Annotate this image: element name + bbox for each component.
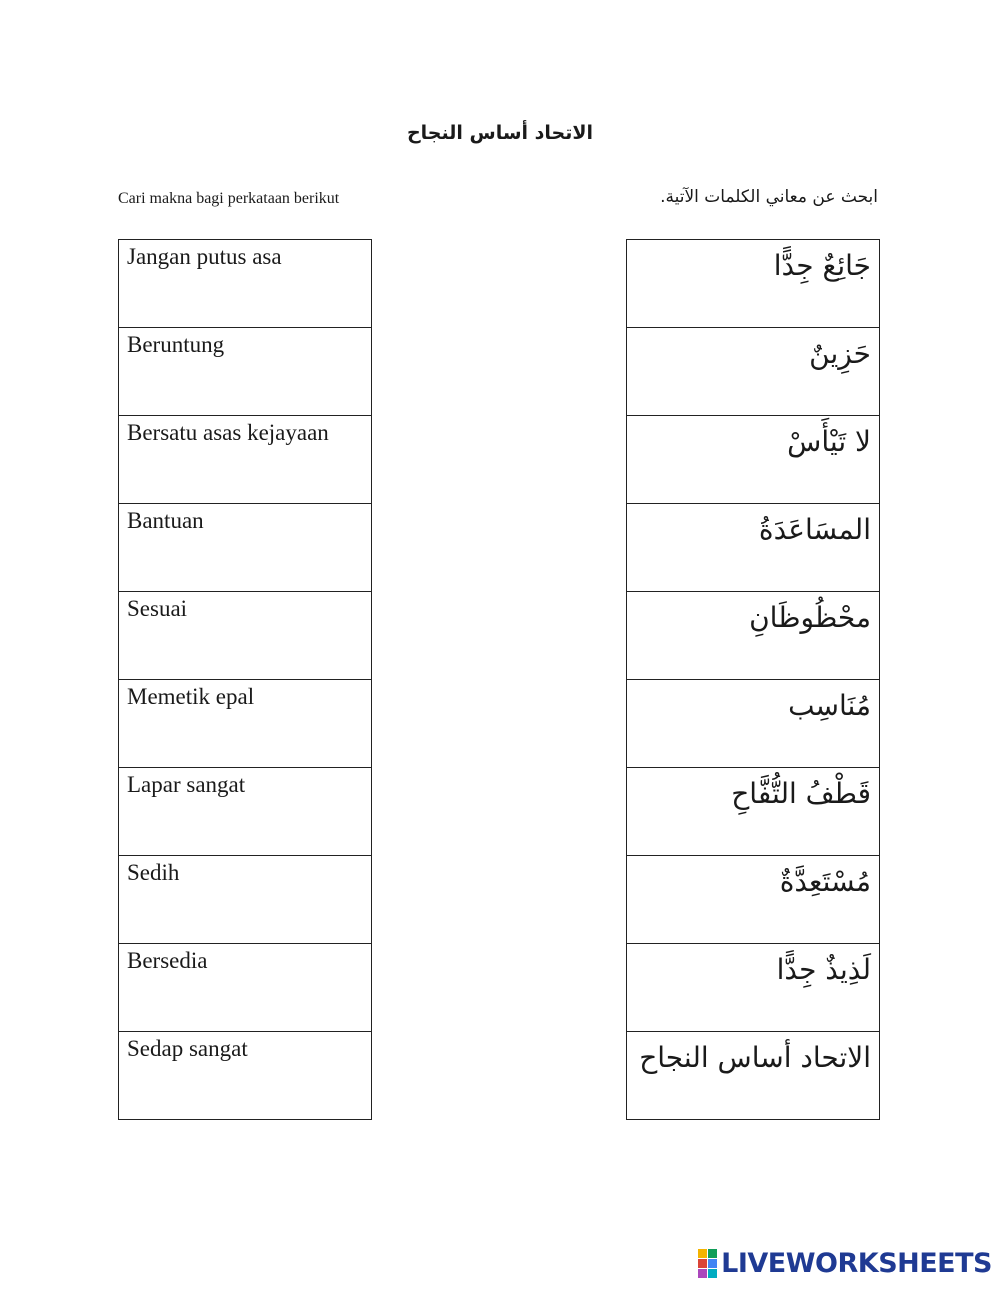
malay-cell[interactable] — [119, 856, 372, 944]
arabic-cell[interactable] — [627, 1032, 880, 1120]
arabic-cell[interactable] — [627, 768, 880, 856]
table-row — [627, 1032, 880, 1120]
malay-cell[interactable] — [119, 680, 372, 768]
table-row — [627, 504, 880, 592]
arabic-word: مُنَاسِب — [788, 689, 871, 722]
table-row — [627, 592, 880, 680]
table-row — [119, 680, 372, 768]
logo-text: LIVEWORKSHEETS — [721, 1248, 992, 1279]
liveworksheets-logo-icon — [698, 1249, 717, 1278]
table-row — [119, 328, 372, 416]
arabic-word: محْظُوظَانِ — [749, 601, 871, 634]
arabic-cell[interactable] — [627, 944, 880, 1032]
arabic-words-table — [626, 239, 880, 1120]
table-row — [627, 944, 880, 1032]
malay-cell[interactable] — [119, 504, 372, 592]
arabic-word: الاتحاد أساس النجاح — [639, 1041, 871, 1074]
instruction-malay: Cari makna bagi perkataan berikut — [118, 190, 340, 207]
arabic-word: لَذِيذٌ جِدًّا — [776, 953, 871, 986]
malay-word: Sedih — [127, 860, 180, 885]
malay-cell[interactable] — [119, 768, 372, 856]
malay-word: Sedap sangat — [127, 1036, 248, 1061]
malay-word: Beruntung — [127, 332, 225, 357]
table-row — [119, 1032, 372, 1120]
malay-cell[interactable] — [119, 328, 372, 416]
arabic-cell[interactable] — [627, 328, 880, 416]
malay-cell[interactable] — [119, 416, 372, 504]
arabic-cell[interactable] — [627, 416, 880, 504]
liveworksheets-logo — [698, 1248, 992, 1279]
malay-word: Sesuai — [127, 596, 188, 621]
malay-words-table — [118, 239, 372, 1120]
arabic-cell[interactable] — [627, 856, 880, 944]
table-row — [119, 416, 372, 504]
table-row — [627, 768, 880, 856]
arabic-word: مُسْتَعِدَّةٌ — [779, 865, 871, 898]
arabic-cell[interactable] — [627, 680, 880, 768]
table-row — [627, 680, 880, 768]
table-row — [119, 592, 372, 680]
malay-word: Memetik epal — [127, 684, 255, 709]
table-row — [627, 328, 880, 416]
malay-word: Jangan putus asa — [127, 244, 282, 269]
malay-word: Lapar sangat — [127, 772, 246, 797]
arabic-cell[interactable] — [627, 504, 880, 592]
malay-word: Bantuan — [127, 508, 204, 533]
malay-word: Bersatu asas kejayaan — [127, 420, 329, 445]
table-row — [119, 856, 372, 944]
malay-cell[interactable] — [119, 1032, 372, 1120]
malay-cell[interactable] — [119, 240, 372, 328]
arabic-word: حَزِينٌ — [809, 337, 871, 370]
arabic-word: قَطْفُ التُّفَّاحِ — [731, 777, 871, 810]
instruction-arabic: ابحث عن معاني الكلمات الآتية. — [660, 187, 878, 207]
arabic-word: جَائِعٌ جِدًّا — [773, 249, 871, 282]
arabic-word: لا تَيْأَسْ — [787, 425, 871, 458]
table-row — [119, 944, 372, 1032]
table-row — [119, 768, 372, 856]
arabic-cell[interactable] — [627, 240, 880, 328]
table-row — [119, 504, 372, 592]
table-row — [627, 240, 880, 328]
table-row — [119, 240, 372, 328]
worksheet-title: الاتحاد أساس النجاح — [406, 122, 594, 144]
arabic-cell[interactable] — [627, 592, 880, 680]
malay-cell[interactable] — [119, 592, 372, 680]
table-row — [627, 856, 880, 944]
table-row — [627, 416, 880, 504]
arabic-word: المسَاعَدَةُ — [758, 513, 871, 546]
malay-cell[interactable] — [119, 944, 372, 1032]
malay-word: Bersedia — [127, 948, 208, 973]
